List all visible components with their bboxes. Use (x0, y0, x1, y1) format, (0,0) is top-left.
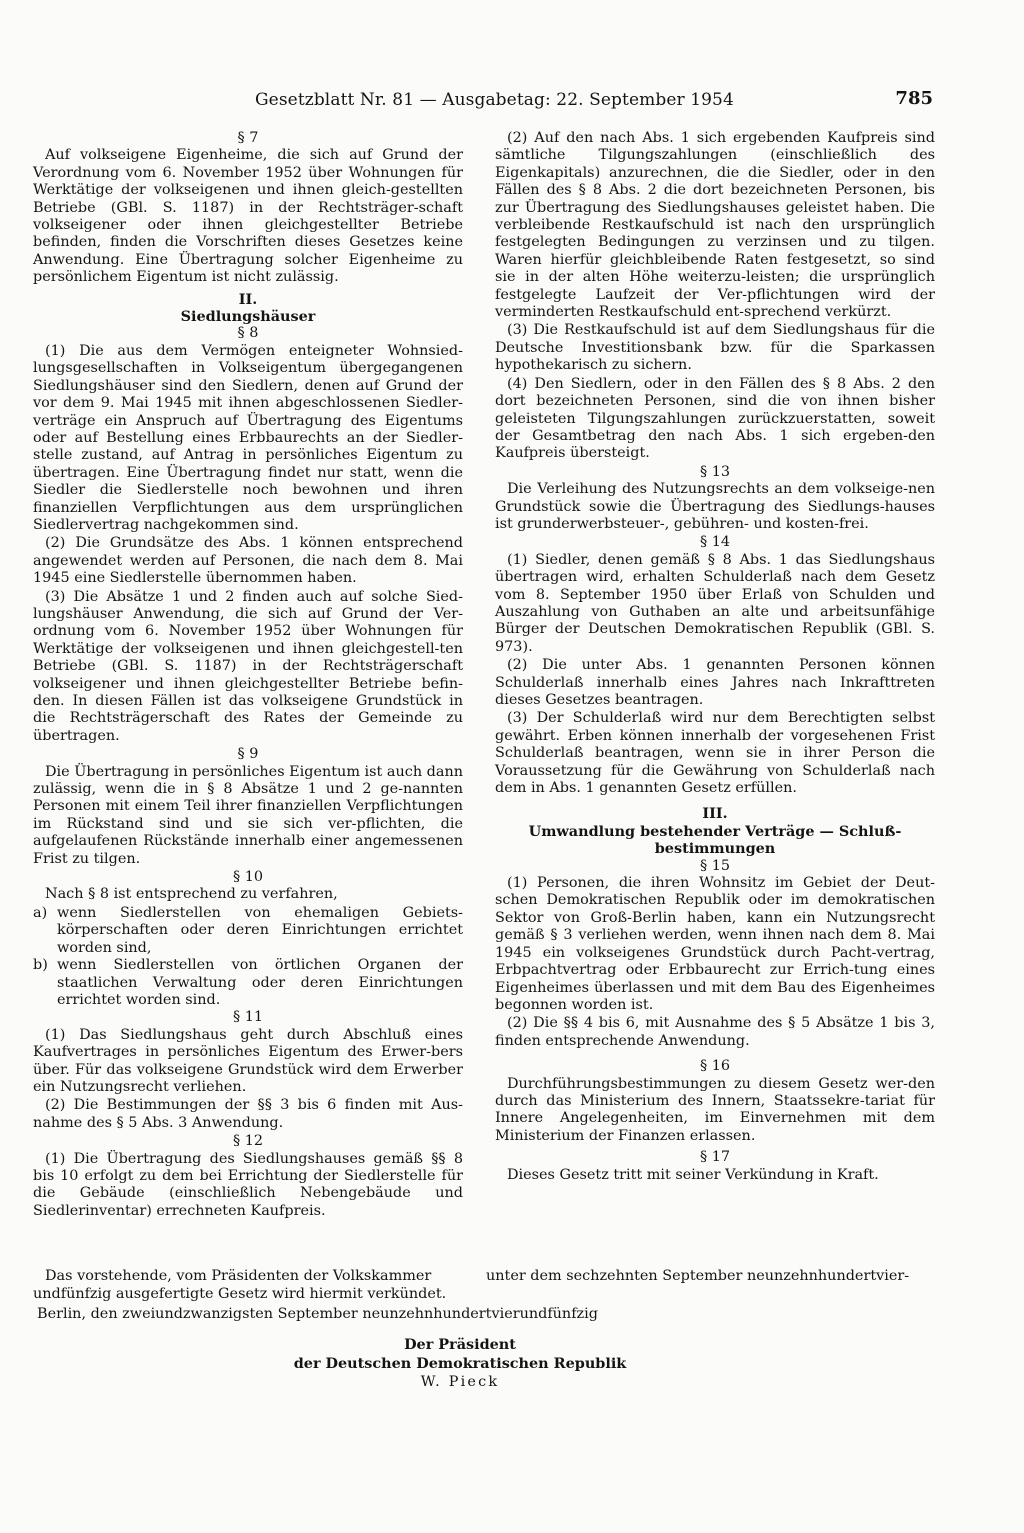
section-heading: § 13 (699, 463, 731, 480)
signature-block (280, 1336, 640, 1392)
signatory-title: Der Präsident (404, 1336, 516, 1353)
paragraph: Die Verleihung des Nutzungsrechts an dem volkseige-nen Grundstück sowie die Übertragung des Siedlungs-hauses ist grunderwerbsteuer-, gebühren- und kosten-frei. (495, 481, 935, 532)
part-numeral: II. (238, 290, 258, 308)
left-column (33, 130, 463, 1221)
list-item-label: a) (33, 904, 48, 921)
promulgation-line: Das vorstehende, vom Präsidenten der Volkskammer (45, 1268, 432, 1284)
place-date: Berlin, den zweiundzwanzigsten September neunzehnhundertvierundfünfzig (37, 1306, 598, 1322)
paragraph: (2) Die Grundsätze des Abs. 1 können entsprechend angewendet werden auf Personen, die nach dem 8. Mai 1945 eine Siedlerstelle übernommen haben. (33, 535, 463, 587)
paragraph: (1) Die Übertragung des Siedlungshauses gemäß §§ 8 bis 10 erfolgt zu dem bei Errichtung der Siedlerstelle für die Gebäude (einschließlich Nebengebäude und Siedlerinventar) errechneten Kaufpreis. (33, 1150, 463, 1219)
section-heading: § 7 (237, 130, 259, 146)
paragraph: (2) Die unter Abs. 1 genannten Personen können Schulderlaß innerhalb eines Jahres nach Inkrafttreten dieses Gesetzes beantragen. (495, 657, 935, 708)
right-column (495, 130, 935, 1185)
page-number: 785 (895, 88, 933, 109)
part-title: Siedlungshäuser (180, 308, 316, 326)
paragraph: Durchführungsbestimmungen zu diesem Gesetz wer-den durch das Ministerium des Innern, Staatssekre-tariat für Innere Angelegenheiten, im Einvernehmen mit dem Ministerium der Finanzen erlassen. (495, 1075, 935, 1144)
list-item (33, 957, 463, 1009)
promulgation-text (33, 1267, 933, 1323)
section-heading: § 16 (699, 1058, 731, 1075)
section-heading: § 14 (699, 534, 731, 551)
list-item-label: b) (33, 957, 48, 974)
paragraph: (4) Den Siedlern, oder in den Fällen des § 8 Abs. 2 den dort bezeichneten Personen, sind die von ihnen bisher geleisteten Tilgungszahlungen zurückzuerstatten, soweit der Gesamtbetrag den nach Abs. 1 sich ergeben-den Kaufpreis übersteigt. (495, 375, 935, 462)
paragraph: (1) Die aus dem Vermögen enteigneter Wohnsied-lungsgesellschaften in Volkseigentum übergegangenen Siedlungshäuser sind den Siedlern, denen auf Grund der vor dem 9. Mai 1945 mit ihnen abgeschlossenen Siedler-verträge ein Anspruch auf Übertragung des Eigentums oder auf Bestellung eines Erbbaurechts an der Siedler-stelle zustand, auf Antrag in persönliches Eigentum zu übertragen. Eine Übertragung findet nur statt, wenn die Siedler die Siedlerstelle noch bewohnen und ihren finanziellen Verpflichtungen aus dem ursprünglichen Siedlervertrag nachgekommen sind. (33, 342, 463, 533)
paragraph: (3) Der Schulderlaß wird nur dem Berechtigten selbst gewährt. Erben können innerhalb der vorgesehenen Frist Schulderlaß beantragen, wenn sie in ihrer Person die Voraussetzung für die Gewährung von Schulderlaß nach dem in Abs. 1 genannten Gesetz erfüllen. (495, 710, 935, 797)
paragraph: Dieses Gesetz tritt mit seiner Verkündung in Kraft. (507, 1166, 879, 1183)
promulgation-line: unter dem sechzehnten September neunzehnhundertvier- (486, 1268, 910, 1284)
section-heading: § 12 (232, 1133, 264, 1150)
paragraph: (2) Die §§ 4 bis 6, mit Ausnahme des § 5 Absätze 1 bis 3, finden entsprechende Anwendung. (495, 1015, 935, 1049)
section-heading: § 10 (232, 869, 264, 886)
section-heading: § 9 (237, 746, 259, 763)
section-heading: § 15 (699, 857, 731, 874)
paragraph: (3) Die Restkaufschuld ist auf dem Siedlungshaus für die Deutsche Investitionsbank bzw. für die Sparkassen hypothekarisch zu sichern. (495, 322, 935, 374)
part-title: Umwandlung bestehender Verträge — Schluß-bestimmungen (528, 822, 902, 858)
paragraph: Nach § 8 ist entsprechend zu verfahren, (45, 886, 338, 903)
paragraph: (2) Auf den nach Abs. 1 sich ergebenden Kaufpreis sind sämtliche Tilgungszahlungen (einschließlich des Eigenkapitals) anzurechnen, die die Siedler, oder in den Fällen des § 8 Abs. 2 die dort bezeichneten Personen, bis zur Übertragung des Siedlungshauses geleistet haben. Die verbleibende Restkaufschuld ist nach den ursprünglich festgelegten Bedingungen zu verzinsen und zu tilgen. Waren hierfür gleichbleibende Raten festgesetzt, so sind sie in der alten Höhe weiterzu-leisten; die ursprünglich festgelegte Laufzeit der Ver-pflichtungen wird der verminderten Restkaufschuld ent-sprechend verkürzt. (495, 130, 935, 321)
list-item (33, 905, 463, 957)
paragraph: (1) Das Siedlungshaus geht durch Abschluß eines Kaufvertrages in persönliches Eigentum des Erwer-bers über. Für das volkseigene Grundstück wird dem Erwerber ein Nutzungsrecht verliehen. (33, 1026, 463, 1095)
header-title: Gesetzblatt Nr. 81 — Ausgabetag: 22. September 1954 (255, 90, 734, 110)
paragraph: (1) Personen, die ihren Wohnsitz im Gebiet der Deut-schen Demokratischen Republik oder im demokratischen Sektor von Groß-Berlin haben, kann ein Nutzungsrecht gemäß § 3 verliehen werden, wenn ihnen nach dem 8. Mai 1945 ein volkseigenes Grundstück durch Pacht-vertrag, Erbpachtvertrag oder Erbbaurecht zur Errich-tung eines Eigenheimes überlassen und mit dem Bau des Eigenheimes begonnen worden ist. (495, 875, 935, 1013)
section-heading: § 8 (237, 325, 259, 342)
list-item-text: wenn Siedlerstellen von ehemaligen Gebiets-körperschaften oder deren Einrichtungen errichtet worden sind, (57, 904, 463, 956)
part-numeral: III. (702, 805, 728, 823)
paragraph: Auf volkseigene Eigenheime, die sich auf Grund der Verordnung vom 6. November 1952 über Wohnungen für Werktätige der volkseigenen und ihnen gleich-gestellten Betriebe (GBl. S. 1187) in der Rechtsträger-schaft volkseigener oder ihnen gleichgestellter Betriebe befinden, finden die Vorschriften dieses Gesetzes keine Anwendung. Eine Übertragung solcher Eigenheime zu persönlichem Eigentum ist nicht zulässig. (33, 147, 463, 286)
paragraph: (3) Die Absätze 1 und 2 finden auch auf solche Sied-lungshäuser Anwendung, die sich auf Grund der Ver-ordnung vom 6. November 1952 über Wohnungen für Werktätige der volkseigenen und ihnen gleichgestell-ten Betriebe (GBl. S. 1187) in der Rechtsträgerschaft volkseigener und ihnen gleichgestellter Betriebe befin-den. In diesen Fällen ist das volkseigene Grundstück in die Rechtsträgerschaft des Rates der Gemeinde zu übertragen. (33, 588, 463, 744)
paragraph: Die Übertragung in persönliches Eigentum ist auch dann zulässig, wenn die in § 8 Absätze 1 und 2 ge-nannten Personen mit einem Teil ihrer finanziellen Verpflichtungen im Rückstand sind und sie sich ver-pflichten, die aufgelaufenen Rückstände innerhalb einer angemessenen Frist zu tilgen. (33, 763, 463, 867)
paragraph: (1) Siedler, denen gemäß § 8 Abs. 1 das Siedlungshaus übertragen wird, erhalten Schulderlaß nach dem Gesetz vom 8. September 1950 über Erlaß von Schulden und Auszahlung von Guthaben an alte und arbeitsunfähige Bürger der Deutschen Demokratischen Republik (GBl. S. 973). (495, 551, 935, 655)
page-header (255, 90, 955, 114)
list-item-text: wenn Siedlerstellen von örtlichen Organen der staatlichen Verwaltung oder deren Einrichtungen errichtet worden sind. (57, 957, 463, 1008)
section-heading: § 11 (232, 1009, 264, 1026)
promulgation-line: undfünfzig ausgefertigte Gesetz wird hiermit verkündet. (33, 1286, 447, 1302)
section-heading: § 17 (699, 1149, 731, 1166)
signatory-office: der Deutschen Demokratischen Republik (293, 1354, 627, 1372)
item-list (33, 905, 463, 1009)
signatory-name: W. Pieck (420, 1374, 500, 1390)
paragraph: (2) Die Bestimmungen der §§ 3 bis 6 finden mit Aus-nahme des § 5 Abs. 3 Anwendung. (33, 1097, 463, 1131)
